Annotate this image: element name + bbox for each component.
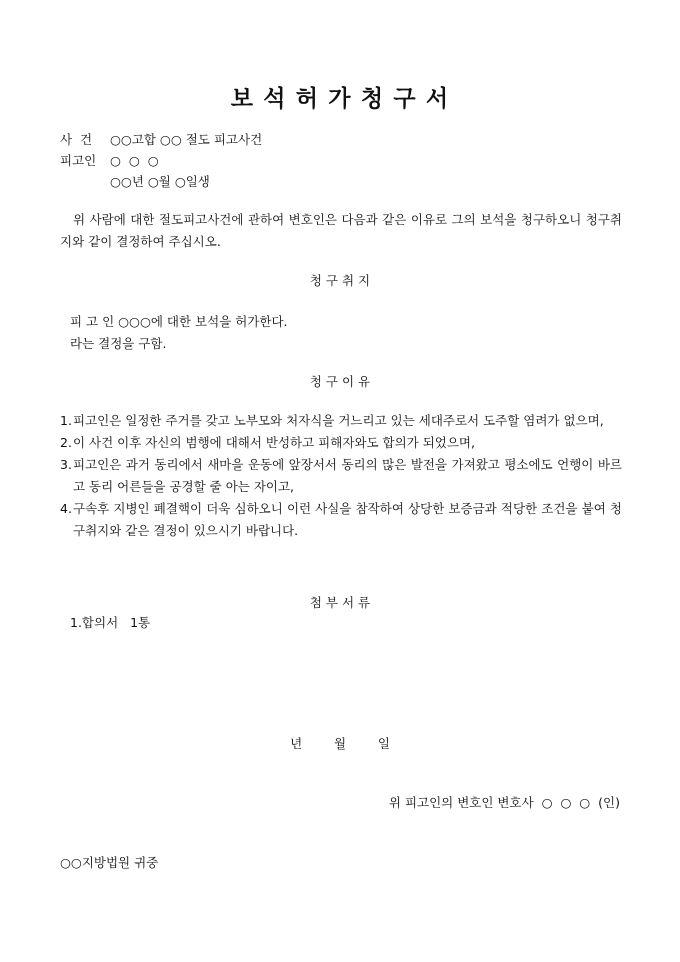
defendant-label: 피고인 — [60, 153, 97, 168]
reason-item — [60, 410, 622, 432]
attachment-item: 1.합의서 1통 — [70, 615, 151, 630]
reason-number: 2. — [60, 435, 72, 450]
reason-number: 3. — [60, 457, 72, 472]
reason-item — [60, 432, 622, 454]
reason-text: 구속후 지병인 폐결핵이 더욱 심하오니 이런 사실을 참작하여 상당한 보증금과 적당한 조건을 붙여 청구취지와 같은 결정이 있으시기 바랍니다. — [73, 501, 622, 538]
reason-number: 1. — [60, 413, 72, 428]
birth-date: ○○년 ○월 ○일생 — [110, 174, 210, 189]
signature-line: 위 피고인의 변호인 변호사 ○ ○ ○ (인) — [388, 795, 620, 810]
reason-text: 피고인은 과거 동리에서 새마을 운동에 앞장서서 동리의 많은 발전을 가져왔고 평소에도 언행이 바르고 동리 어른들을 공경할 줄 아는 자이고, — [73, 457, 622, 494]
purpose-line-2: 라는 결정을 구함. — [70, 336, 167, 351]
purpose-line-1: 피 고 인 ○○○에 대한 보석을 허가한다. — [70, 314, 288, 329]
section-heading-purpose: 청 구 취 지 — [309, 273, 371, 288]
court-addressee: ○○지방법원 귀중 — [60, 855, 159, 870]
date-line: 년 월 일 — [290, 736, 390, 751]
reason-text: 이 사건 이후 자신의 범행에 대해서 반성하고 피해자와도 합의가 되었으며, — [73, 435, 475, 450]
reason-text: 피고인은 일정한 주거를 갖고 노부모와 처자식을 거느리고 있는 세대주로서 도주할 염려가 없으며, — [73, 413, 604, 428]
reason-number: 4. — [60, 501, 72, 516]
case-value: ○○고합 ○○ 절도 피고사건 — [110, 132, 263, 147]
reason-item — [60, 454, 622, 498]
section-heading-attachments: 첨 부 서 류 — [309, 595, 371, 610]
page-title: 보 석 허 가 청 구 서 — [230, 85, 450, 112]
reason-list — [60, 410, 622, 542]
section-heading-reason: 청 구 이 유 — [309, 374, 371, 389]
defendant-value: ○ ○ ○ — [110, 153, 159, 168]
intro-paragraph: 위 사람에 대한 절도피고사건에 관하여 변호인은 다음과 같은 이유로 그의 보석을 청구하오니 청구취지와 같이 결정하여 주십시오. — [60, 212, 622, 249]
case-label: 사 건 — [60, 132, 93, 147]
reason-item — [60, 498, 622, 542]
